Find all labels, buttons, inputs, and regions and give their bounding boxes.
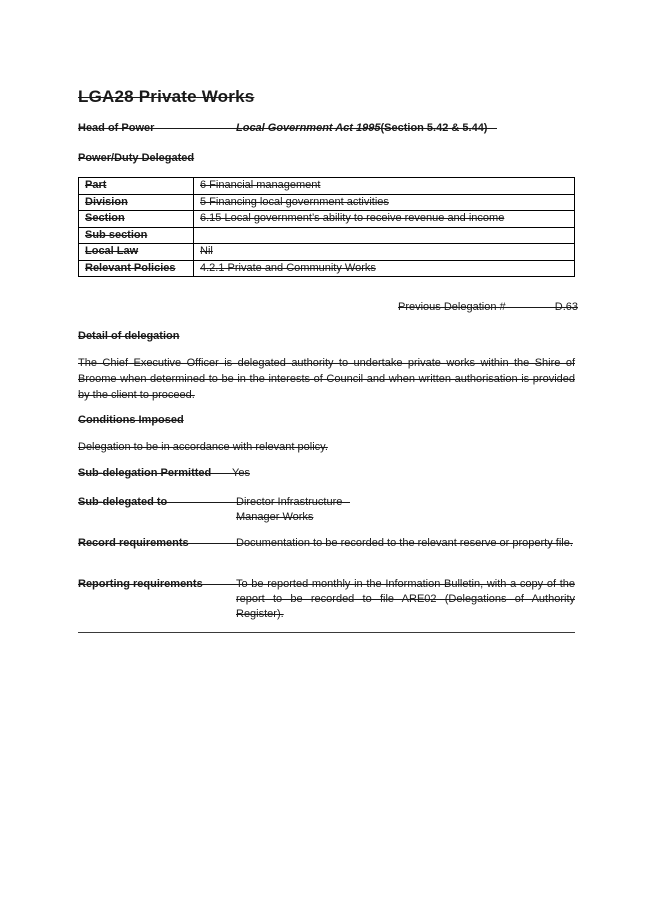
table-row: [79, 260, 575, 277]
head-of-power-label-col: [78, 121, 236, 135]
sub-delegation-permitted-row: [78, 466, 578, 480]
record-requirements-row: [78, 536, 578, 551]
previous-delegation-value: D.63: [554, 301, 578, 313]
previous-delegation-row: [398, 300, 578, 314]
record-requirements-label: Record requirements: [78, 537, 189, 549]
row-label: Section: [85, 212, 125, 225]
detail-of-delegation-body: The Chief Executive Officer is delegated authority to undertake private works within the Shire of Broome when determined to be in the interests of Council and when written authorisation is provided by the client to proceed.: [78, 357, 575, 401]
strike-tab-leader: [167, 495, 236, 509]
sub-delegation-permitted-label-col: [78, 466, 232, 480]
row-value: 6 Financial management: [200, 179, 321, 192]
head-of-power-section: (Section 5.42 & 5.44): [380, 122, 488, 134]
reporting-requirements-row: [78, 577, 578, 622]
table-row: [79, 178, 575, 195]
reporting-requirements-label-col: [78, 577, 236, 591]
sub-delegated-to-row: [78, 495, 578, 525]
sub-delegation-permitted-label: Sub-delegation Permitted: [78, 467, 212, 479]
sub-delegated-to-values: [236, 495, 575, 525]
table-row: [79, 194, 575, 211]
row-value: 5 Financing local government activities: [200, 195, 389, 208]
strike-tab-leader: [506, 300, 555, 314]
head-of-power-row: [78, 121, 578, 135]
strike-tab-leader: [189, 536, 236, 550]
conditions-imposed-body: Delegation to be in accordance with relevant policy.: [78, 441, 328, 453]
row-label: Relevant Policies: [85, 261, 176, 274]
detail-of-delegation-heading: Detail of delegation: [78, 330, 180, 342]
table-row: [79, 227, 575, 244]
table-row: [79, 211, 575, 228]
row-value: Nil: [200, 245, 213, 258]
conditions-imposed-heading: Conditions Imposed: [78, 414, 184, 426]
table-row: [79, 244, 575, 261]
row-label: Sub section: [85, 228, 148, 241]
previous-delegation-label: Previous Delegation #: [398, 301, 506, 313]
row-value: 6.15 Local government’s ability to receive revenue and income: [200, 212, 505, 225]
delegation-details-table: [78, 177, 575, 277]
sub-delegated-to-line: Manager Works: [236, 511, 314, 523]
sub-delegated-to-label: Sub-delegated to: [78, 496, 168, 508]
reporting-requirements-label: Reporting requirements: [78, 578, 203, 590]
strike-tab-trail: [342, 495, 350, 510]
strike-tab-leader: [203, 577, 236, 591]
record-requirements-label-col: [78, 536, 236, 550]
head-of-power-act: Local Government Act 1995: [236, 122, 381, 134]
head-of-power-label: Head of Power: [78, 122, 155, 134]
row-label: Division: [85, 195, 128, 208]
strike-tab-leader: [154, 121, 236, 135]
row-label: Local Law: [85, 245, 139, 258]
sub-delegation-permitted-value: Yes: [232, 467, 250, 479]
section-divider-rule: [78, 632, 575, 633]
sub-delegated-to-line: Director Infrastructure: [236, 495, 575, 510]
strike-tab-leader: [211, 466, 232, 480]
record-requirements-value: Documentation to be recorded to the relevant reserve or property file.: [236, 537, 573, 549]
power-duty-heading: Power/Duty Delegated: [78, 152, 195, 164]
reporting-requirements-value: To be reported monthly in the Information Bulletin, with a copy of the report to be recorded to file ARE02 (Delegations of Authority Register).: [236, 578, 575, 620]
page-title: LGA28 Private Works: [78, 87, 255, 106]
row-value: 4.2.1 Private and Community Works: [200, 261, 376, 274]
row-label: Part: [85, 179, 107, 192]
sub-delegated-to-label-col: [78, 495, 236, 509]
